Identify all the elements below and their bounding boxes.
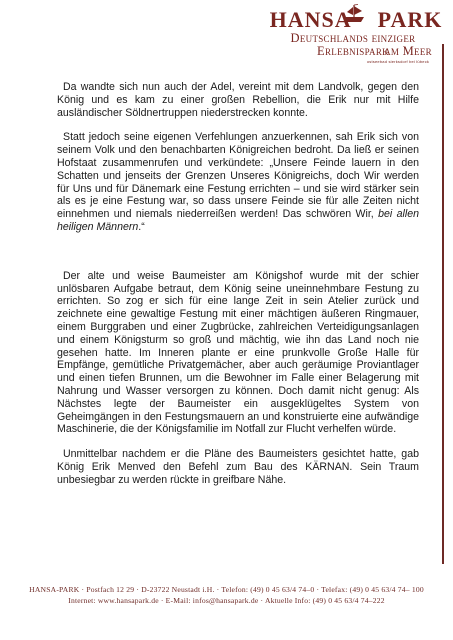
brand-name xyxy=(266,8,446,32)
paragraph-4: Unmittelbar nachdem er die Pläne des Baumeisters gesichtet hatte, gab König Erik Menved den Befehl zum Bau des KÄRNAN. Sein Traum unbesiegbar zu werden rückte in greifbare Nähe. xyxy=(57,448,419,486)
paragraph-3: Der alte und weise Baumeister am Königshof wurde mit der schier unlösbaren Aufgabe betraut, dem König seine uneinnehmbare Festung zu errichten. So zog er sich für eine lange Zeit in sein Atelier zurück und zeichnete eine gewaltige Festung mit einer mächtigen äußeren Ringmauer, einem Burggraben und einer Zugbrücke, zahlreichen Verteidigungsanlagen und einem Königsturm so groß und mächtig, wie ihn das Land noch nie gesehen hatte. Im Inneren plante er eine prunkvolle Große Halle für Empfänge, gemütliche Privatgemächer, aber auch geräumige Proviantlager und einen tiefen Brunnen, um die Bewohner im Falle einer Belagerung mit Nahrung und Wasser versorgen zu können. Doch damit nicht genug: Als Nächstes legte der Baumeister ein ausgeklügeltes System von Geheimgängen in den Festungsmauern an und konstruierte eine aufwändige Maschinerie, die der Königsfamilie im Notfall zur Flucht verhelfen würde. xyxy=(57,269,419,436)
tagline-line1: Deutschlands einziger Erlebnispark xyxy=(290,31,416,58)
paragraph-1: Da wandte sich nun auch der Adel, vereint mit dem Landvolk, gegen den König und es kam zu einer großen Rebellion, die Erik nur mit Hilfe ausländischer Söldnertruppen niederstrecken konnte. xyxy=(57,81,419,119)
paragraph-2-italic: bei allen heiligen Männern xyxy=(57,208,419,233)
logo-fine-print: ostseebad sierksdorf bei lübeck xyxy=(366,59,430,64)
paragraph-2-close: .“ xyxy=(138,220,145,233)
footer xyxy=(20,585,433,606)
brand-left: HANSA xyxy=(269,7,352,32)
tagline-line2: am Meer xyxy=(384,44,432,58)
footer-contact-line: Internet: www.hansapark.de · E-Mail: infos@hansapark.de · Aktuelle Info: (49) 0 45 63/4 74–222 xyxy=(68,595,385,605)
brand-right: PARK xyxy=(377,7,443,32)
right-margin-rule xyxy=(442,44,444,564)
footer-address-line: HANSA-PARK · Postfach 12 29 · D-23722 Neustadt i.H. · Telefon: (49) 0 45 63/4 74–0 · Telefax: (49) 0 45 63/4 74– 100 xyxy=(29,585,424,594)
paragraph-2-text: Statt jedoch seine eigenen Verfehlungen anzuerkennen, sah Erik sich von seinem Volk und den benachbarten Königreichen bedroht. Da ließ er seinen Hofstaat zusammenrufen und verkündete: „Unsere Feinde lauern in den Schatten und jenseits der Grenzen Unseres Königreichs, doch Wir werden für Uns und für Dänemark eine Festung errichten – und sie wird stärker sein als es je eine Festung war, so dass unsere Feinde sie für alle Zeiten nicht einnehmen und niemals niederreißen werden! Das schwören Wir, xyxy=(57,131,419,221)
body-text xyxy=(57,81,419,499)
paragraph-2 xyxy=(57,131,419,233)
hansa-park-logo xyxy=(258,2,448,78)
